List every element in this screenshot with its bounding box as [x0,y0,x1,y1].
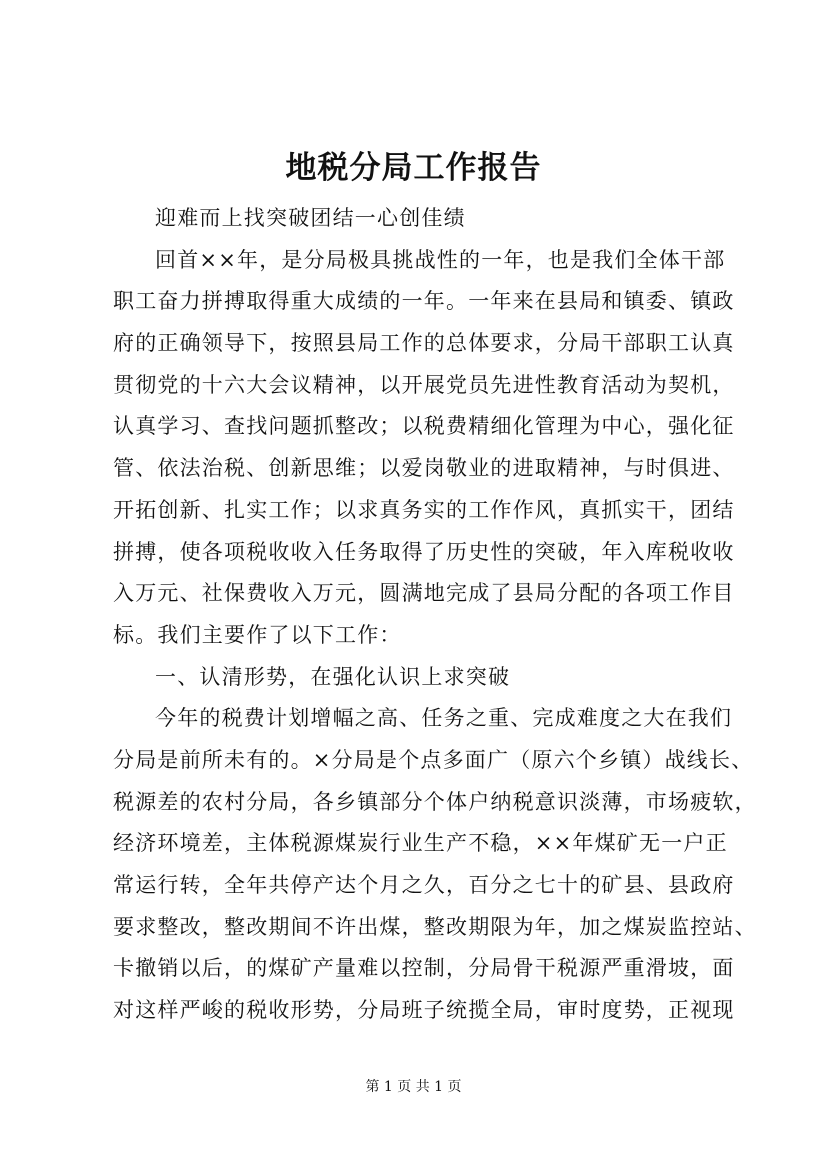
page-footer: 第 1 页 共 1 页 [365,1079,462,1095]
paragraph-line: 回首××年，是分局极具挑战性的一年，也是我们全体干部 [155,247,726,272]
paragraph-line: 入万元、社保费收入万元，圆满地完成了县局分配的各项工作目 [113,581,735,606]
document-body [113,198,757,1032]
paragraph-line: 卡撤销以后，的煤矿产量难以控制，分局骨干税源严重滑坡，面 [113,956,735,981]
subtitle-line: 迎难而上找突破团结一心创佳绩 [155,206,466,230]
section-heading: 一、认清形势，在强化认识上求突破 [155,664,511,689]
paragraph-line: 常运行转，全年共停产达个月之久，百分之七十的矿县、县政府 [113,873,735,897]
paragraph-line: 经济环境差，主体税源煤炭行业生产不稳，××年煤矿无一户正 [113,831,728,856]
paragraph-line: 拼搏，使各项税收收入任务取得了历史性的突破，年入库税收收 [113,539,735,564]
paragraph-line: 府的正确领导下，按照县局工作的总体要求，分局干部职工认真 [113,331,735,356]
paragraph-line: 开拓创新、扎实工作；以求真务实的工作作风，真抓实干，团结 [113,497,735,522]
paragraph-line: 认真学习、查找问题抓整改；以税费精细化管理为中心，强化征 [113,414,735,439]
paragraph-line: 职工奋力拼搏取得重大成绩的一年。一年来在县局和镇委、镇政 [113,289,735,314]
page-title: 地税分局工作报告 [285,150,542,186]
paragraph-line: 标。我们主要作了以下工作： [113,622,402,647]
paragraph-line: 税源差的农村分局，各乡镇部分个体户纳税意识淡薄，市场疲软， [113,789,757,814]
paragraph-line: 对这样严峻的税收形势，分局班子统揽全局，审时度势，正视现 [113,998,735,1023]
paragraph-line: 要求整改，整改期间不许出煤，整改期限为年，加之煤炭监控站、 [113,914,757,939]
paragraph-line: 今年的税费计划增幅之高、任务之重、完成难度之大在我们 [155,706,733,731]
paragraph-line: 分局是前所未有的。×分局是个点多面广（原六个乡镇）战线长、 [113,747,754,772]
paragraph-line: 管、依法治税、创新思维；以爱岗敬业的进取精神，与时俱进、 [113,456,735,481]
paragraph-line: 贯彻党的十六大会议精神，以开展党员先进性教育活动为契机， [113,372,735,397]
